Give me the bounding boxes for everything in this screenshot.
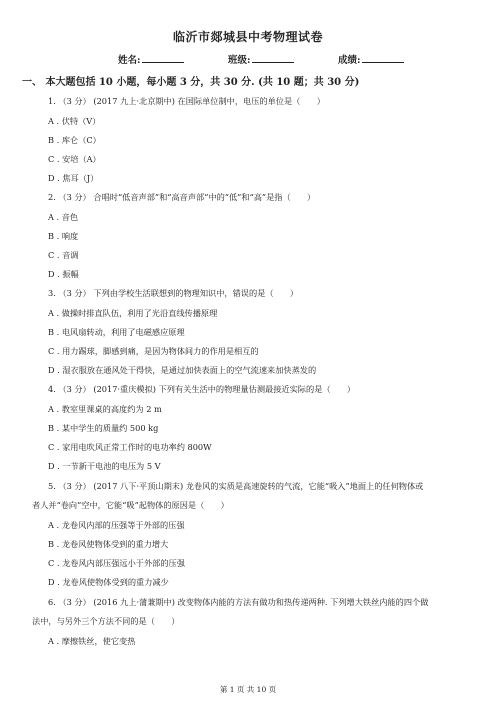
question-6-stem-line-1: 6. （3 分） (2016 九上·蒲兼期中) 改变物体内能的方法有做功和热传递两种. 下列增大铁丝内能的四个做 [48, 597, 429, 607]
question-1-option-d: D . 焦耳（J） [48, 173, 99, 183]
question-2-option-d: D . 振幅 [48, 269, 79, 279]
class-label: 班级: [228, 55, 251, 66]
question-2-option-c: C . 音调 [48, 250, 79, 260]
question-3-option-c: C . 用力踢球，脚感到痛，是因为物体间力的作用是相互的 [48, 346, 259, 356]
question-1-option-b: B . 库仑（C） [48, 135, 101, 145]
score-label: 成绩: [338, 55, 361, 66]
question-2-option-b: B . 响度 [48, 231, 79, 241]
class-blank[interactable] [252, 54, 294, 63]
question-2-option-a: A . 音色 [48, 212, 79, 222]
name-field[interactable] [118, 52, 184, 66]
question-3-option-d: D . 湿衣服放在通风处干得快，是通过加快表面上的空气流速来加快蒸发的 [48, 365, 317, 375]
question-6-option-a: A . 摩擦铁丝，使它变热 [48, 636, 136, 646]
question-3-stem: 3. （3 分） 下列由学校生活联想到的物理知识中，错误的是（ ） [48, 288, 299, 298]
question-3-option-b: B . 电风扇转动，利用了电磁感应原理 [48, 327, 185, 337]
page-footer: 第 1 页 共 10 页 [219, 685, 277, 694]
class-field[interactable] [228, 52, 294, 66]
question-5-option-d: D . 龙卷风使物体受到的重力减少 [48, 577, 169, 587]
page-title: 临沂市郯城县中考物理试卷 [172, 30, 323, 44]
question-2-stem: 2. （3 分） 合唱时“低音声部”和“高音声部”中的“低”和“高”是指（ ） [48, 192, 316, 202]
question-1-stem: 1. （3 分） (2017 九上·北京期中) 在国际单位制中，电压的单位是（ ） [48, 96, 325, 106]
question-3-option-a: A . 做操时排直队伍，利用了光沿直线传播原理 [48, 308, 218, 318]
question-5-option-b: B . 龙卷风使物体受到的重力增大 [48, 539, 169, 549]
question-4-stem: 4. （3 分） (2017·重庆模拟) 下列有关生活中的物理量估测最接近实际的是（ ） [48, 384, 356, 394]
question-5-option-a: A . 龙卷风内部的压强等于外部的压强 [48, 520, 185, 530]
score-field[interactable] [338, 52, 404, 66]
question-6-stem-line-2: 法中，与另外三个方法不同的是（ ） [32, 616, 180, 626]
question-4-option-d: D . 一节新干电池的电压为 5 V [48, 461, 161, 471]
question-1-option-c: C . 安培（A） [48, 154, 101, 164]
question-4-option-a: A . 教室里课桌的高度约为 2 m [48, 404, 162, 414]
question-5-option-c: C . 龙卷风内部压强远小于外部的压强 [48, 558, 185, 568]
question-1-option-a: A . 伏特（V） [48, 116, 101, 126]
question-5-stem-line-2: 者人并“卷向”空中，它能“吸”起物体的原因是（ ） [32, 500, 229, 510]
question-4-option-b: B . 某中学生的质量约 500 kg [48, 423, 159, 433]
name-label: 姓名: [118, 55, 141, 66]
name-blank[interactable] [142, 54, 184, 63]
question-4-option-c: C . 家用电吹风正常工作时的电功率约 800W [48, 442, 212, 452]
section-heading: 一、 本大题包括 10 小题，每小题 3 分，共 30 分. (共 10 题；共 30 分) [22, 77, 360, 88]
question-5-stem-line-1: 5. （3 分） (2017 八下·平顶山期末) 龙卷风的实质是高速旋转的气流，它能“吸入”地面上的任何物体或 [48, 481, 424, 491]
score-blank[interactable] [362, 54, 404, 63]
